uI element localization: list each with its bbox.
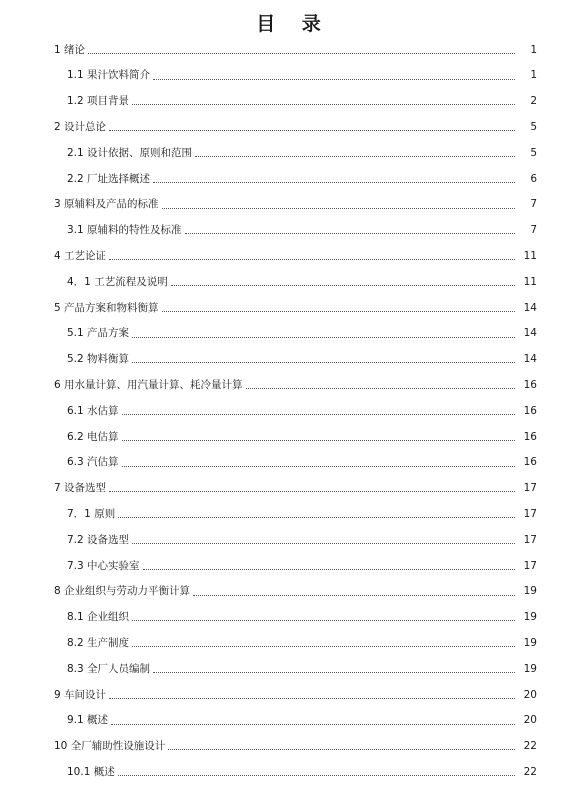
toc-section-entry[interactable]	[0, 321, 587, 347]
dot-leader	[109, 490, 515, 492]
toc-page-number: 22	[523, 740, 537, 753]
dot-leader	[118, 774, 515, 776]
toc-page-number: 1	[530, 43, 537, 56]
toc-page-number: 1	[530, 69, 537, 82]
dot-leader	[132, 619, 515, 621]
toc-entry-title: 6.1 水估算	[67, 404, 119, 417]
dot-leader	[132, 336, 515, 338]
toc-page-number: 20	[523, 688, 537, 701]
toc-page-number: 11	[523, 250, 537, 263]
toc-page-number: 17	[523, 559, 537, 572]
toc-chapter-entry[interactable]	[0, 372, 587, 398]
toc-entry-title: 2 设计总论	[54, 121, 107, 134]
toc-section-entry[interactable]	[0, 450, 587, 476]
dot-leader	[153, 78, 515, 80]
toc-section-entry[interactable]	[0, 553, 587, 579]
dot-leader	[122, 465, 515, 467]
toc-section-entry[interactable]	[0, 166, 587, 192]
toc-chapter-entry[interactable]	[0, 579, 587, 605]
toc-page-number: 7	[530, 198, 537, 211]
toc-page-number: 19	[523, 636, 537, 649]
toc-page-number: 16	[523, 456, 537, 469]
dot-leader	[195, 155, 515, 157]
toc-entry-title: 5 产品方案和物料衡算	[54, 301, 159, 314]
toc-entry-title: 10 全厂辅助性设施设计	[54, 740, 166, 753]
toc-page-number: 19	[523, 585, 537, 598]
toc-entry-title: 8 企业组织与劳动力平衡计算	[54, 585, 191, 598]
toc-page-number: 17	[523, 507, 537, 520]
toc-section-entry[interactable]	[0, 398, 587, 424]
table-of-contents	[0, 37, 587, 785]
toc-page-number: 14	[523, 353, 537, 366]
toc-chapter-entry[interactable]	[0, 682, 587, 708]
toc-chapter-entry[interactable]	[0, 243, 587, 269]
toc-section-entry[interactable]	[0, 89, 587, 115]
toc-chapter-entry[interactable]	[0, 295, 587, 321]
toc-page-number: 22	[523, 765, 537, 778]
dot-leader	[162, 207, 515, 209]
toc-page-number: 11	[523, 275, 537, 288]
toc-entry-title: 5.1 产品方案	[67, 327, 130, 340]
toc-chapter-entry[interactable]	[0, 734, 587, 760]
toc-page-number: 5	[530, 146, 537, 159]
toc-title: 目 录	[256, 13, 331, 35]
dot-leader	[122, 413, 515, 415]
toc-section-entry[interactable]	[0, 424, 587, 450]
toc-entry-title: 10.1 概述	[67, 765, 115, 778]
dot-leader	[132, 361, 515, 363]
dot-leader	[109, 129, 515, 131]
dot-leader	[132, 542, 515, 544]
toc-entry-title: 4．1 工艺流程及说明	[67, 275, 168, 288]
toc-section-entry[interactable]	[0, 218, 587, 244]
dot-leader	[193, 594, 515, 596]
toc-page-number: 16	[523, 404, 537, 417]
toc-entry-title: 6.3 汽估算	[67, 456, 119, 469]
toc-page-number: 20	[523, 714, 537, 727]
toc-entry-title: 4 工艺论证	[54, 250, 107, 263]
toc-page-number: 6	[530, 172, 537, 185]
dot-leader	[171, 284, 515, 286]
toc-entry-title: 7.3 中心实验室	[67, 559, 140, 572]
dot-leader	[122, 439, 515, 441]
dot-leader	[109, 697, 515, 699]
toc-page-number: 5	[530, 121, 537, 134]
toc-page-number: 17	[523, 482, 537, 495]
toc-entry-title: 8.3 全厂人员编制	[67, 662, 151, 675]
toc-chapter-entry[interactable]	[0, 476, 587, 502]
dot-leader	[246, 387, 515, 389]
toc-section-entry[interactable]	[0, 63, 587, 89]
toc-chapter-entry[interactable]	[0, 37, 587, 63]
toc-page-number: 16	[523, 379, 537, 391]
toc-entry-title: 7.2 设备选型	[67, 533, 130, 546]
toc-entry-title: 3 原辅料及产品的标准	[54, 198, 159, 211]
toc-section-entry[interactable]	[0, 347, 587, 373]
toc-entry-title: 6 用水量计算、用汽量计算、耗冷量计算	[54, 379, 243, 391]
toc-entry-title: 5.2 物料衡算	[67, 353, 130, 366]
dot-leader	[118, 516, 515, 518]
dot-leader	[132, 645, 515, 647]
dot-leader	[185, 232, 515, 234]
toc-page-number: 16	[523, 430, 537, 443]
toc-entry-title: 3.1 原辅料的特性及标准	[67, 224, 182, 237]
toc-entry-title: 8.2 生产制度	[67, 636, 130, 649]
dot-leader	[88, 52, 515, 54]
toc-page-number: 14	[523, 301, 537, 314]
toc-entry-title: 1.2 项目背景	[67, 95, 130, 108]
toc-entry-title: 9 车间设计	[54, 688, 107, 701]
toc-page-number: 14	[523, 327, 537, 340]
dot-leader	[168, 748, 515, 750]
toc-section-entry[interactable]	[0, 501, 587, 527]
toc-section-entry[interactable]	[0, 269, 587, 295]
dot-leader	[132, 103, 515, 105]
toc-entry-title: 6.2 电估算	[67, 430, 119, 443]
toc-entry-title: 7．1 原则	[67, 507, 116, 520]
toc-chapter-entry[interactable]	[0, 192, 587, 218]
toc-entry-title: 2.1 设计依据、原则和范围	[67, 146, 193, 159]
toc-section-entry[interactable]	[0, 527, 587, 553]
toc-entry-title: 1 绪论	[54, 43, 86, 56]
toc-section-entry[interactable]	[0, 605, 587, 631]
toc-section-entry[interactable]	[0, 140, 587, 166]
toc-section-entry[interactable]	[0, 630, 587, 656]
toc-page-number: 17	[523, 533, 537, 546]
dot-leader	[153, 671, 515, 673]
toc-page-number: 19	[523, 662, 537, 675]
dot-leader	[111, 723, 515, 725]
toc-entry-title: 7 设备选型	[54, 482, 107, 495]
dot-leader	[162, 310, 515, 312]
toc-section-entry[interactable]	[0, 759, 587, 785]
dot-leader	[153, 181, 515, 183]
dot-leader	[143, 568, 515, 570]
toc-chapter-entry[interactable]	[0, 114, 587, 140]
dot-leader	[109, 258, 515, 260]
toc-section-entry[interactable]	[0, 656, 587, 682]
toc-page-number: 19	[523, 611, 537, 624]
toc-entry-title: 8.1 企业组织	[67, 611, 130, 624]
toc-entry-title: 1.1 果汁饮料简介	[67, 69, 151, 82]
toc-section-entry[interactable]	[0, 708, 587, 734]
toc-entry-title: 9.1 概述	[67, 714, 109, 727]
toc-page-number: 2	[530, 95, 537, 108]
toc-page-number: 7	[530, 224, 537, 237]
toc-entry-title: 2.2 厂址选择概述	[67, 172, 151, 185]
